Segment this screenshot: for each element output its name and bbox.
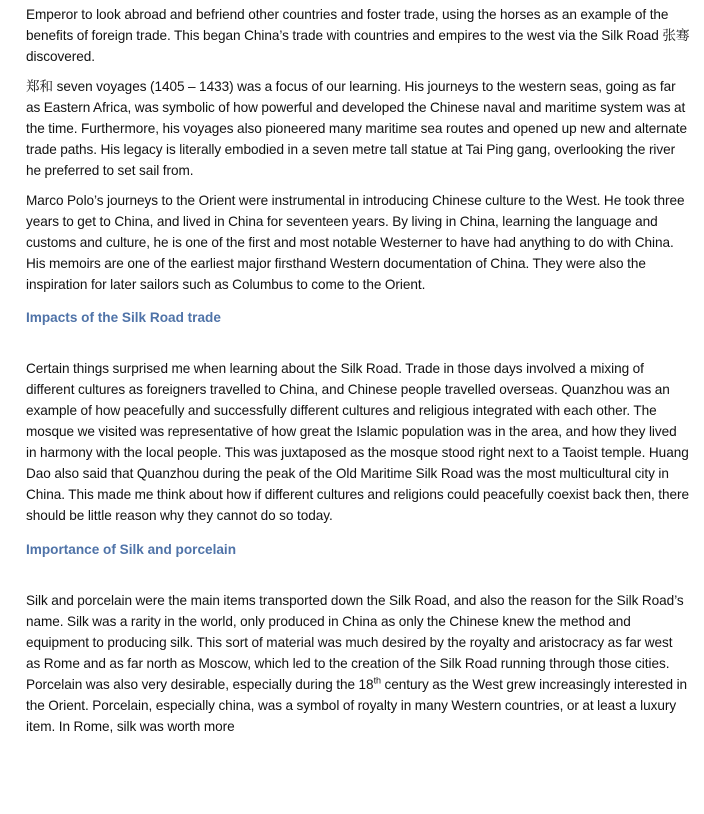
- paragraph-emperor-trade: Emperor to look abroad and befriend other countries and foster trade, using the horses as an example of the benefits of foreign trade. This began China’s trade with countries and empires to the west via the Silk Road 张骞 discovered.: [26, 7, 690, 64]
- heading-importance-silk-porcelain: Importance of Silk and porcelain: [26, 542, 236, 557]
- superscript-th: th: [373, 675, 381, 686]
- paragraph-marco-polo: Marco Polo’s journeys to the Orient were instrumental in introducing Chinese culture to the West. He took three years to get to China, and lived in China for seventeen years. By living in China, learning the language and customs and culture, he is one of the first and most notable Westerner to have had anything to do with China. His memoirs are one of the earliest major firsthand Western documentation of China. They were also the inspiration for later sailors such as Columbus to come to the Orient.: [26, 193, 685, 292]
- paragraph-silk-porcelain: [26, 590, 690, 737]
- paragraph-silk-porcelain-part2: century as the West grew increasingly interested in the Orient. Porcelain, especially china, was a symbol of royalty in many Western countries, or at least a luxury item. In Rome, silk was worth more: [26, 677, 688, 734]
- paragraph-zheng-he-voyages: 郑和 seven voyages (1405 – 1433) was a focus of our learning. His journeys to the western seas, going as far as Eastern Africa, was symbolic of how powerful and developed the Chinese naval and maritime system was at the time. Furthermore, his voyages also pioneered many maritime sea routes and opened up new and alternate trade paths. His legacy is literally embodied in a seven metre tall statue at Tai Ping gang, overlooking the river he preferred to set sail from.: [26, 79, 687, 178]
- paragraph-silk-road-surprises: Certain things surprised me when learning about the Silk Road. Trade in those days involved a mixing of different cultures as foreigners travelled to China, and Chinese people travelled overseas. Quanzhou was an example of how peacefully and successfully different cultures and religious integrated with each other. The mosque we visited was representative of how great the Islamic population was in the area, and how they lived in harmony with the local people. This was juxtaposed as the mosque stood right next to a Taoist temple. Huang Dao also said that Quanzhou during the peak of the Old Maritime Silk Road was the most multicultural city in China. This made me think about how if different cultures and religions could peacefully coexist back then, there should be little reason why they cannot do so today.: [26, 361, 689, 523]
- heading-impacts-silk-road-trade: Impacts of the Silk Road trade: [26, 310, 221, 325]
- paragraph-silk-porcelain-part1: Silk and porcelain were the main items transported down the Silk Road, and also the reason for the Silk Road’s name. Silk was a rarity in the world, only produced in China as only the Chinese knew the method and equipment to producing silk. This sort of material was much desired by the royalty and aristocracy as far west as Rome and as far north as Moscow, which led to the creation of the Silk Road running through those cities. Porcelain was also very desirable, especially during the 18: [26, 593, 684, 692]
- document-page: [26, 4, 690, 746]
